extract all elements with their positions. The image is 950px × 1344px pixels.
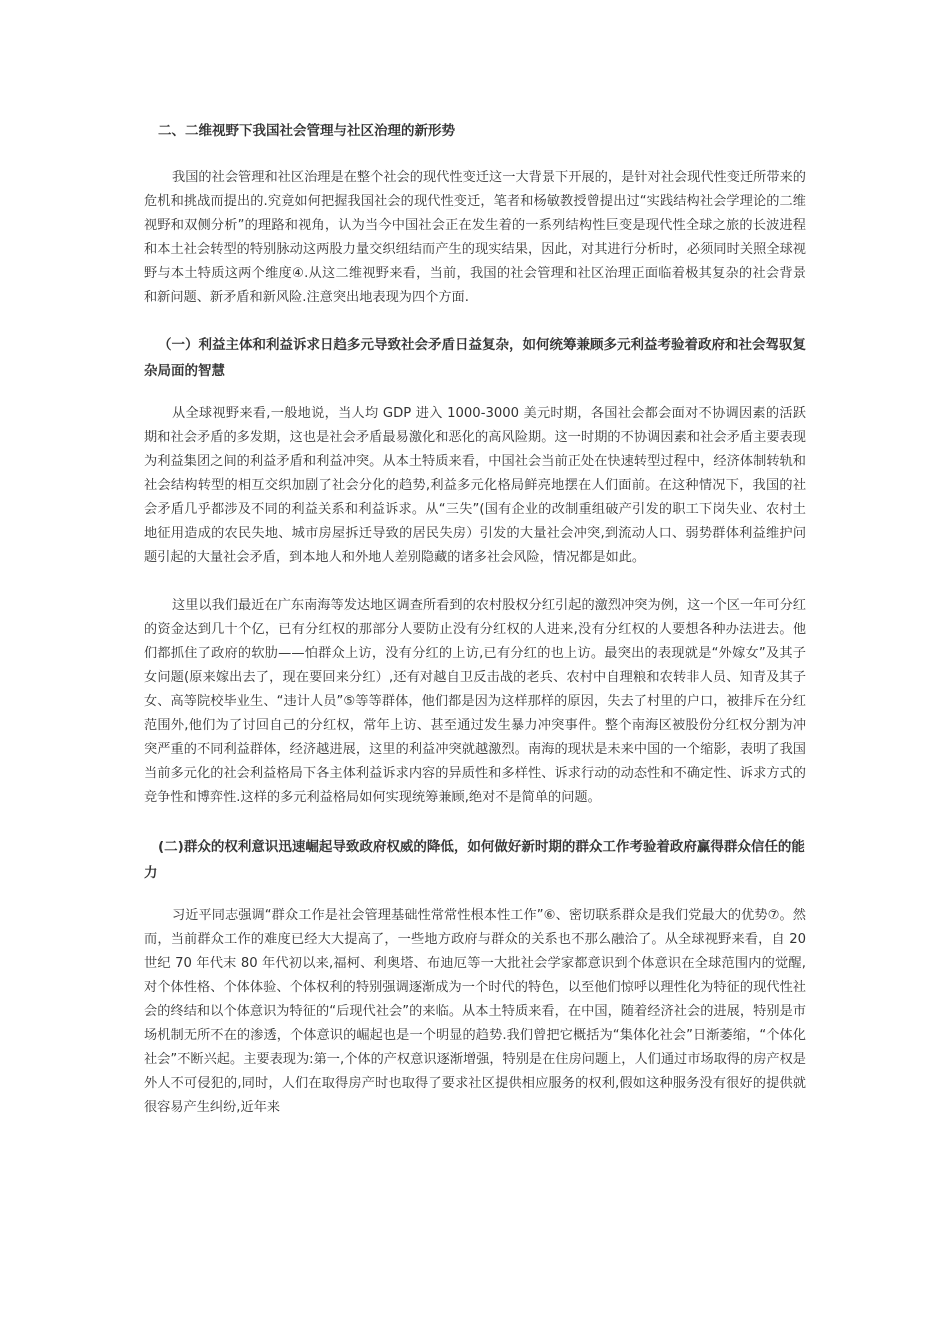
subsection-1-paragraph-2: 这里以我们最近在广东南海等发达地区调查所看到的农村股权分红引起的激烈冲突为例，这一个区一年可分红的资金达到几十个亿，已有分红权的那部分人要防止没有分红权的人进来,没有分红权的人要想各种办法进去。他们都抓住了政府的软肋——怕群众上访，没有分红的上访,已有分红的也上访。最突出的表现就是“外嫁女”及其子女问题(原来嫁出去了，现在要回来分红）,还有对越自卫反击战的老兵、农村中自理粮和农转非人员、知青及其子女、高等院校毕业生、“违计人员”⑤等等群体，他们都是因为这样那样的原因，失去了村里的户口，被排斥在分红范围外,他们为了讨回自己的分红权，常年上访、甚至通过发生暴力冲突事件。整个南海区被股份分红权分割为冲突严重的不同利益群体，经济越进展，这里的利益冲突就越激烈。南海的现状是未来中国的一个缩影，表明了我国当前多元化的社会利益格局下各主体利益诉求内容的异质性和多样性、诉求行动的动态性和不确定性、诉求方式的竞争性和博弈性.这样的多元利益格局如何实现统筹兼顾,绝对不是简单的问题。 [144, 598, 806, 805]
subsection-2-paragraph-1: 习近平同志强调“群众工作是社会管理基础性常常性根本性工作”⑥、密切联系群众是我们党最大的优势⑦。然而，当前群众工作的难度已经大大提高了，一些地方政府与群众的关系也不那么融洽了。从全球视野来看，自 20 世纪 70 年代末 80 年代初以来,福柯、利奥塔、布迪厄等一大批社会学家都意识到个体意识在全球范围内的觉醒,对个体性格、个体体验、个体权利的特别强调逐渐成为一个时代的特色，以至他们惊呼以理性化为特征的现代性社会的终结和以个体意识为特征的“后现代社会”的来临。从本土特质来看，在中国，随着经济社会的进展，特别是市场机制无所不在的渗透，个体意识的崛起也是一个明显的趋势.我们曾把它概括为“集体化社会”日渐萎缩，“个体化社会”不断兴起。主要表现为:第一,个体的产权意识逐渐增强，特别是在住房问题上，人们通过市场取得的房产权是外人不可侵犯的,同时，人们在取得房产时也取得了要求社区提供相应服务的权利,假如这种服务没有很好的提供就很容易产生纠纷,近年来 [144, 908, 806, 1115]
subsection-1-title: （一）利益主体和利益诉求日趋多元导致社会矛盾日益复杂，如何统筹兼顾多元利益考验着政府和社会驾驭复杂局面的智慧 [144, 337, 806, 379]
subsection-1-paragraph-1: 从全球视野来看,一般地说，当人均 GDP 进入 1000-3000 美元时期，各国社会都会面对不协调因素的活跃期和社会矛盾的多发期，这也是社会矛盾最易激化和恶化的高风险期。这一时期的不协调因素和社会矛盾主要表现为利益集团之间的利益矛盾和利益冲突。从本土特质来看，中国社会当前正处在快速转型过程中，经济体制转轨和社会结构转型的相互交织加剧了社会分化的趋势,利益多元化格局鲜亮地摆在人们面前。在这种情况下，我国的社会矛盾几乎都涉及不同的利益关系和利益诉求。从“三失”(国有企业的改制重组破产引发的职工下岗失业、农村土地征用造成的农民失地、城市房屋拆迁导致的居民失房）引发的大量社会冲突,到流动人口、弱势群体利益维护问题引起的大量社会矛盾，到本地人和外地人差别隐藏的诸多社会风险，情况都是如此。 [144, 406, 806, 565]
document-page [144, 118, 806, 1120]
intro-paragraph: 我国的社会管理和社区治理是在整个社会的现代性变迁这一大背景下开展的，是针对社会现代性变迁所带来的危机和挑战而提出的.究竟如何把握我国社会的现代性变迁，笔者和杨敏教授曾提出过“实践结构社会学理论的二维视野和双侧分析”的理路和视角，认为当今中国社会正在发生着的一系列结构性巨变是现代性全球之旅的长波进程和本土社会转型的特别脉动这两股力量交织纽结而产生的现实结果，因此，对其进行分析时，必须同时关照全球视野与本土特质这两个维度④.从这二维视野来看，当前，我国的社会管理和社区治理正面临着极其复杂的社会背景和新问题、新矛盾和新风险.注意突出地表现为四个方面. [144, 170, 806, 305]
section-title: 二、二维视野下我国社会管理与社区治理的新形势 [158, 123, 455, 139]
subsection-2-title: (二)群众的权利意识迅速崛起导致政府权威的降低，如何做好新时期的群众工作考验着政府赢得群众信任的能力 [144, 839, 805, 881]
